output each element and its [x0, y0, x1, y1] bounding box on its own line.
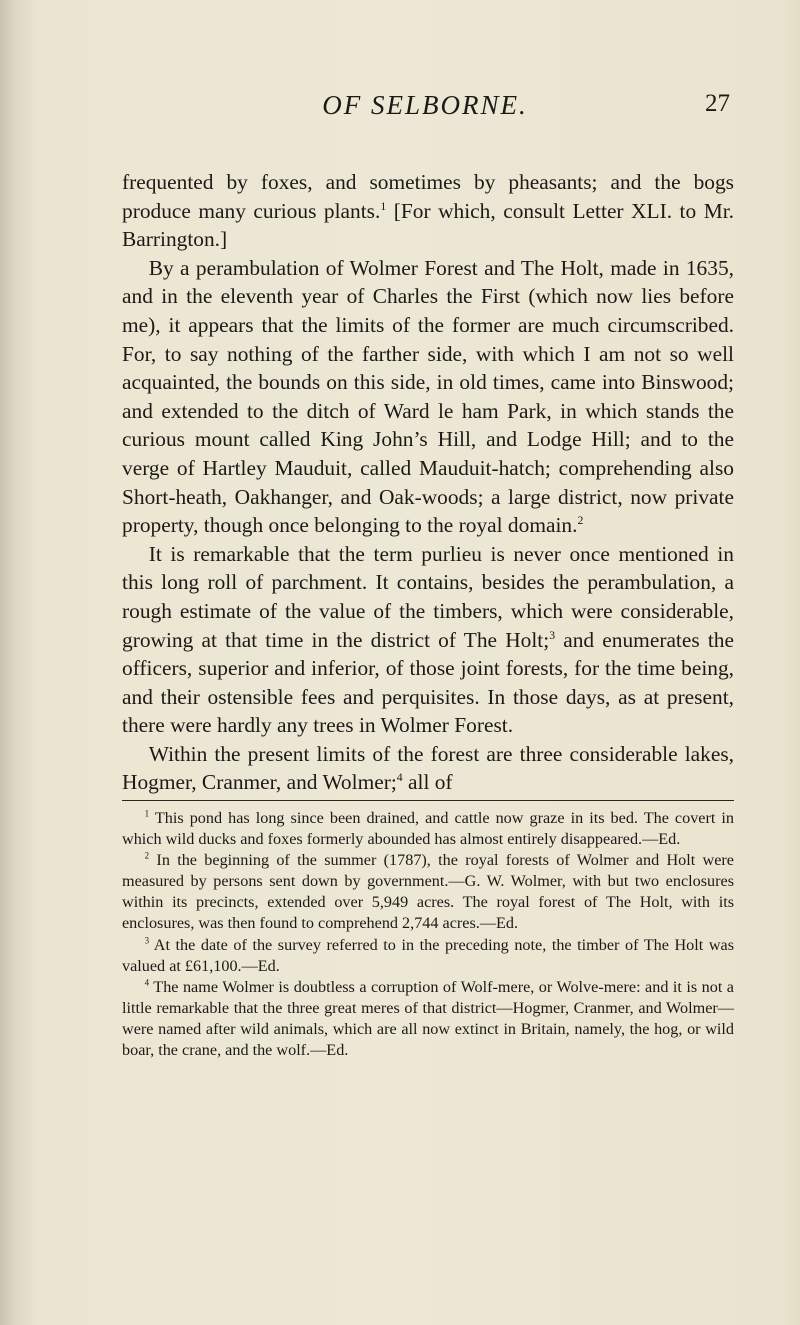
footnotes [122, 808, 734, 1061]
paragraph-3-text-a: It is remarkable that the term purlieu is never once mentioned in this long roll of parchment. It contains, besides the perambulation, a rough estimate of the value of the timbers, which were considerable, growing at that time in the district of The Holt; [122, 541, 734, 652]
footnote-4-mark: 4 [144, 977, 150, 988]
paragraph-2 [122, 254, 734, 540]
footnote-2-text: In the beginning of the summer (1787), the royal forests of Wolmer and Holt were measured by persons sent down by government.—G. W. Wolmer, with but two enclosures within its precincts, extended over 5,949 acres. The royal forest of The Holt, with its enclosures, was then found to comprehend 2,744 acres.—Ed. [122, 851, 734, 933]
footnote-1 [122, 808, 734, 850]
paragraph-3-text-b: and enumerates the officers, superior and inferior, of those joint forests, for the time being, and their ostensible fees and perquisites. In those days, as at present, there were hardly any trees in Wolmer Forest. [122, 627, 734, 738]
footnote-3-mark: 3 [144, 935, 150, 946]
footnote-1-mark: 1 [144, 808, 150, 819]
footnote-1-text: This pond has long since been drained, and cattle now graze in its bed. The covert in which wild ducks and foxes formerly abounded has almost entirely disappeared.—Ed. [122, 809, 734, 849]
paragraph-3 [122, 540, 734, 740]
footnote-4 [122, 977, 734, 1061]
paragraph-1-text-b: [For which, consult Letter XLI. to Mr. Barrington.] [122, 198, 734, 252]
footnote-3 [122, 935, 734, 977]
footnote-4-text: The name Wolmer is doubtless a corruption of Wolf-mere, or Wolve-mere: and it is not a little remarkable that the three great meres of that district—Hogmer, Cranmer, and Wolmer—were named after wild animals, which are all now extinct in Britain, namely, the hog, or wild boar, the crane, and the wolf.—Ed. [122, 977, 734, 1060]
footnote-2-mark: 2 [144, 850, 150, 861]
page-header [120, 90, 730, 140]
paragraph-4-text-b: all of [402, 770, 453, 795]
body-text [122, 168, 734, 797]
paragraph-2-text-a: By a perambulation of Wolmer Forest and The Holt, made in 1635, and in the eleventh year of Charles the First (which now lies before me), it appears that the limits of the former are much circumscribed. For, to say nothing of the farther side, with which I am not so well acquainted, the bounds on this side, in old times, came into Binswood; and extended to the ditch of Ward le ham Park, in which stands the curious mount called King John’s Hill, and Lodge Hill; and to the verge of Hartley Mauduit, called Mauduit-hatch; comprehending also Short-heath, Oakhanger, and Oak-woods; a large district, now private property, though once belonging to the royal domain. [122, 255, 734, 538]
paragraph-4 [122, 740, 734, 797]
paragraph-1 [122, 168, 734, 254]
running-title: OF SELBORNE. [322, 90, 528, 120]
footnote-ref-2: 2 [577, 514, 584, 527]
footnote-ref-1: 1 [380, 199, 387, 213]
footnote-ref-3: 3 [549, 628, 556, 642]
paragraph-1-text-a: frequented by foxes, and sometimes by pheasants; and the bogs produce many curious plants. [122, 170, 734, 223]
page-number: 27 [705, 90, 730, 117]
footnote-2 [122, 850, 734, 934]
footnote-ref-4: 4 [396, 771, 403, 785]
footnote-3-text: At the date of the survey referred to in the preceding note, the timber of The Holt was valued at £61,100.—Ed. [122, 935, 734, 975]
paragraph-4-text-a: Within the present limits of the forest are three considerable lakes, Hogmer, Cranmer, and Wolmer; [122, 741, 734, 795]
footnote-divider [122, 800, 734, 801]
